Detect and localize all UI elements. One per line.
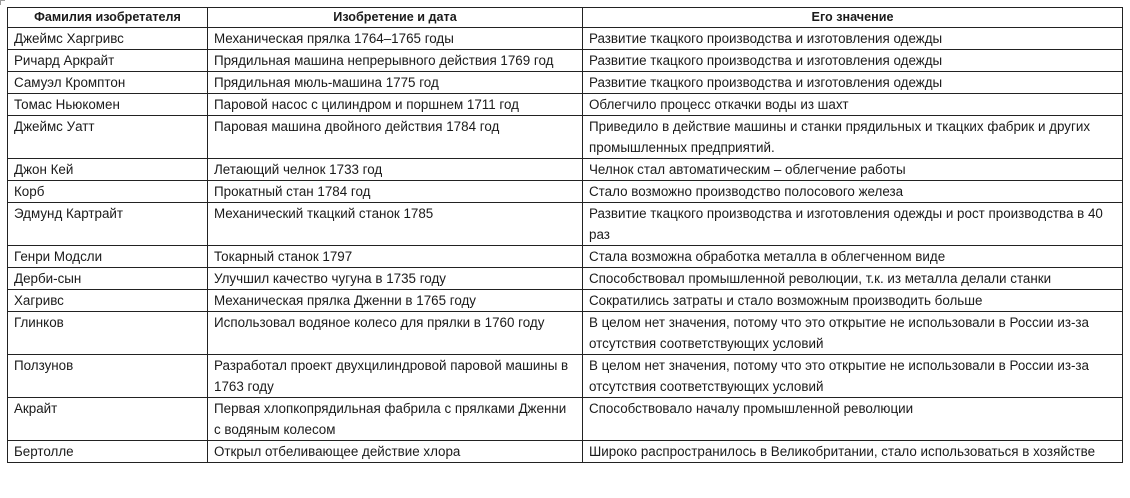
cell-inventor: Томас Ньюкомен	[8, 94, 208, 116]
cell-invention: Механический ткацкий станок 1785	[208, 203, 583, 246]
table-row	[8, 116, 1123, 159]
cell-inventor: Самуэл Кромптон	[8, 72, 208, 94]
cell-invention: Прядильная мюль-машина 1775 год	[208, 72, 583, 94]
cell-invention: Разработал проект двухцилиндровой паровой машины в 1763 году	[208, 355, 583, 398]
cell-inventor: Джон Кей	[8, 159, 208, 181]
cell-significance: Способствовал промышленной революции, т.к. из металла делали станки	[583, 268, 1123, 290]
cell-significance: Челнок стал автоматическим – облегчение работы	[583, 159, 1123, 181]
cell-significance: Стало возможно производство полосового железа	[583, 181, 1123, 203]
cell-inventor: Глинков	[8, 312, 208, 355]
cell-significance: Широко распространилось в Великобритании, стало использоваться в хозяйстве	[583, 441, 1123, 463]
cell-significance: В целом нет значения, потому что это открытие не использовали в России из-за отсутствия соответствующих условий	[583, 355, 1123, 398]
table-row	[8, 246, 1123, 268]
cell-inventor: Корб	[8, 181, 208, 203]
header-significance: Его значение	[583, 8, 1123, 28]
table-row	[8, 203, 1123, 246]
cell-invention: Механическая прялка 1764–1765 годы	[208, 28, 583, 50]
cell-inventor: Генри Модсли	[8, 246, 208, 268]
cell-inventor: Бертолле	[8, 441, 208, 463]
cell-invention: Улучшил качество чугуна в 1735 году	[208, 268, 583, 290]
cell-inventor: Джеймс Харгривс	[8, 28, 208, 50]
table-row	[8, 355, 1123, 398]
cell-invention: Паровой насос с цилиндром и поршнем 1711 год	[208, 94, 583, 116]
cell-invention: Прокатный стан 1784 год	[208, 181, 583, 203]
inventors-table	[7, 7, 1123, 463]
table-body	[8, 28, 1123, 463]
cell-invention: Прядильная машина непрерывного действия 1769 год	[208, 50, 583, 72]
header-inventor: Фамилия изобретателя	[8, 8, 208, 28]
cell-invention: Первая хлопкопрядильная фабрила с прялками Дженни с водяным колесом	[208, 398, 583, 441]
cell-invention: Открыл отбеливающее действие хлора	[208, 441, 583, 463]
table-row	[8, 94, 1123, 116]
header-invention: Изобретение и дата	[208, 8, 583, 28]
table-row	[8, 72, 1123, 94]
table-row	[8, 50, 1123, 72]
cell-invention: Токарный станок 1797	[208, 246, 583, 268]
cell-inventor: Дерби-сын	[8, 268, 208, 290]
table-row	[8, 290, 1123, 312]
table-header-row	[8, 8, 1123, 28]
cell-inventor: Акрайт	[8, 398, 208, 441]
cell-significance: Приведило в действие машины и станки прядильных и ткацких фабрик и других промышленных предприятий.	[583, 116, 1123, 159]
cell-inventor: Ползунов	[8, 355, 208, 398]
cell-invention: Летающий челнок 1733 год	[208, 159, 583, 181]
cell-significance: В целом нет значения, потому что это открытие не использовали в России из-за отсутствия соответствующих условий	[583, 312, 1123, 355]
cell-significance: Развитие ткацкого производства и изготовления одежды	[583, 50, 1123, 72]
document-corner-mark	[0, 0, 5, 5]
table-row	[8, 312, 1123, 355]
table-row	[8, 268, 1123, 290]
cell-significance: Развитие ткацкого производства и изготовления одежды и рост производства в 40 раз	[583, 203, 1123, 246]
table-row	[8, 181, 1123, 203]
cell-significance: Облегчило процесс откачки воды из шахт	[583, 94, 1123, 116]
table-row	[8, 28, 1123, 50]
cell-inventor: Ричард Аркрайт	[8, 50, 208, 72]
cell-inventor: Эдмунд Картрайт	[8, 203, 208, 246]
cell-significance: Сократились затраты и стало возможным производить больше	[583, 290, 1123, 312]
cell-invention: Механическая прялка Дженни в 1765 году	[208, 290, 583, 312]
cell-significance: Развитие ткацкого производства и изготовления одежды	[583, 72, 1123, 94]
cell-inventor: Джеймс Уатт	[8, 116, 208, 159]
cell-significance: Способствовало началу промышленной революции	[583, 398, 1123, 441]
cell-invention: Паровая машина двойного действия 1784 год	[208, 116, 583, 159]
table-row	[8, 398, 1123, 441]
cell-inventor: Хагривс	[8, 290, 208, 312]
cell-significance: Стала возможна обработка металла в облегченном виде	[583, 246, 1123, 268]
table-row	[8, 159, 1123, 181]
cell-invention: Использовал водяное колесо для прялки в 1760 году	[208, 312, 583, 355]
cell-significance: Развитие ткацкого производства и изготовления одежды	[583, 28, 1123, 50]
table-row	[8, 441, 1123, 463]
